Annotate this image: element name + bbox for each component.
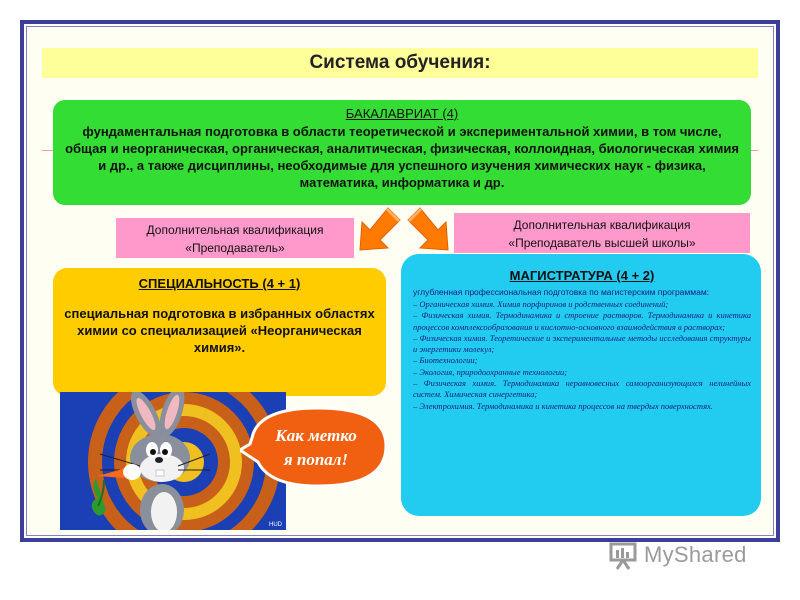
master-intro: углубленная профессиональная подготовка по магистерским программам:: [413, 287, 710, 297]
specialty-box: [53, 268, 386, 396]
specialty-text: специальная подготовка в избранных областях химии со специализацией «Неорганическая химия».: [64, 306, 375, 355]
bachelor-box: [53, 100, 751, 205]
slide-title: [42, 48, 758, 78]
myshared-logo[interactable]: [608, 538, 778, 572]
speech-bubble-line2: я попал!: [283, 450, 349, 469]
bachelor-text: фундаментальная подготовка в области теоретической и экспериментальной химии, в том числе, общая и неорганическая, органическая, аналитическая, физическая, коллоидная, биологическая химия и др., а также дисциплины, необходимые для успешного изучения химических наук - физика, математика, информатика и др.: [65, 124, 739, 190]
master-program-item: – Физическая химия. Термодинамика и строение растворов. Термодинамика и кинетика процессов комплексообразования и кислотно-основного взаимодействия в растворах;: [413, 310, 751, 332]
presentation-board-icon: [608, 540, 638, 570]
speech-bubble-text: [256, 424, 376, 472]
master-program-item: – Биотехнологии;: [413, 355, 478, 366]
qualification-teacher-box: [116, 218, 354, 258]
master-box: [401, 254, 761, 516]
arrow-down-left-icon: [358, 206, 404, 252]
specialty-title: СПЕЦИАЛЬНОСТЬ (4 + 1): [138, 276, 301, 291]
arrow-down-right-icon: [404, 206, 450, 252]
qualification-higher-school-box: [454, 213, 750, 253]
bachelor-title: БАКАЛАВРИАТ (4): [345, 106, 459, 121]
master-program-item: – Физическая химия. Термодинамика неравновесных самоорганизующихся нелинейных систем. Химическая синергетика;: [413, 378, 751, 400]
logo-text: MyShared: [644, 542, 747, 567]
qualification-teacher-line2: «Преподаватель»: [185, 241, 285, 255]
master-program-list: [413, 299, 751, 412]
master-program-item: – Электрохимия. Термодинамика и кинетика процессов на твердых поверхностях.: [413, 400, 713, 411]
master-title: МАГИСТРАТУРА (4 + 2): [509, 268, 655, 283]
master-program-item: – Экология, природоохранные технологии;: [413, 366, 568, 377]
cartoon-mark: HUD: [269, 522, 282, 528]
master-program-item: – Органическая химия. Химия порфиринов и родственных соединений;: [413, 299, 669, 309]
qualification-teacher-line1: Дополнительная квалификация: [146, 223, 324, 237]
qualification-higher-school-line2: «Преподаватель высшей школы»: [508, 236, 696, 250]
qualification-higher-school-line1: Дополнительная квалификация: [513, 218, 691, 232]
speech-bubble-line1: Как метко: [275, 426, 357, 445]
slide-title-text: Система обучения:: [309, 52, 491, 73]
master-program-item: – Физическая химия. Теоретические и экспериментальные методы исследования структуры и энергетики молекул;: [413, 332, 751, 355]
